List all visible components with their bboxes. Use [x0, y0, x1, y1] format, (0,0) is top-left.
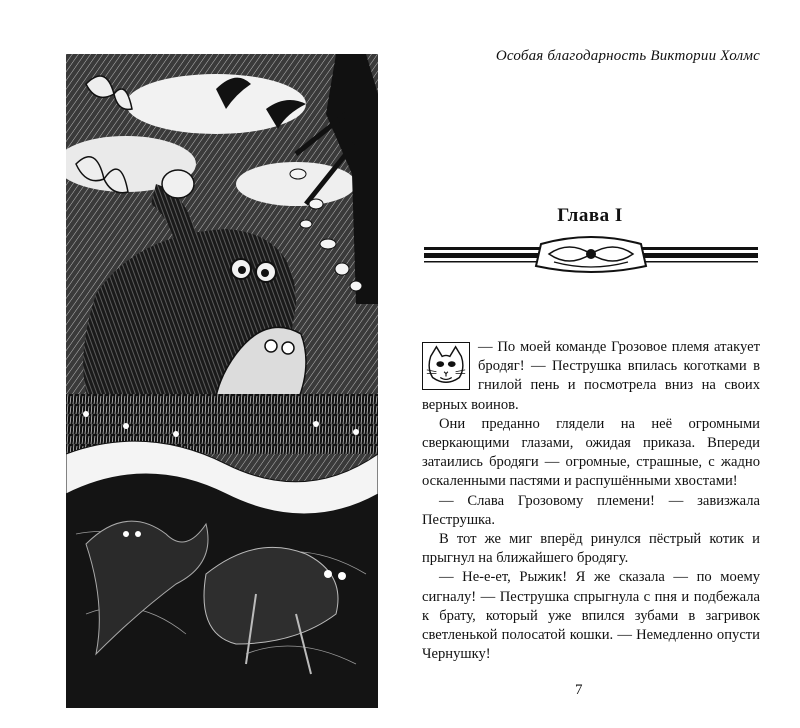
cat-face-icon: [422, 342, 470, 390]
chapter-ornament-icon: [424, 236, 758, 276]
paragraph-5: — Не-е-ет, Рыжик! Я же сказала — по моему сигналу! — Пеструшка спрыгнула с пня и подбежала к брату, который уже впился зубами в загривок светленькой полосатой кошки. — Немедленно опусти Чернушку!: [422, 569, 760, 663]
chapter-title: Глава I: [557, 205, 623, 226]
paragraph-3: — Слава Грозовому племени! — завизжала Пеструшка.: [422, 492, 760, 528]
chapter-body: [422, 338, 760, 664]
chapter-illustration: [66, 54, 378, 708]
page-number: 7: [575, 682, 583, 698]
cats-and-butterflies-illustration-icon: [66, 54, 378, 708]
paragraph-1-text: — По моей команде Грозовое племя атакует бродяг! — Пеструшка впилась коготками в гнилой пень и посмотрела вниз на своих верных воинов.: [422, 339, 760, 413]
paragraph-2: Они преданно глядели на неё огромными сверкающими глазами, ожидая приказа. Впереди затаились бродяги — огромные, страшные, с жадно оскаленными пастями и распушёнными хвостами!: [422, 415, 760, 490]
running-head: Особая благодарность Виктории Холмс: [495, 48, 760, 64]
paragraph-4: В тот же миг вперёд ринулся пёстрый котик и прыгнул на ближайшего бродягу.: [422, 531, 760, 567]
paragraph-1: [422, 338, 760, 415]
